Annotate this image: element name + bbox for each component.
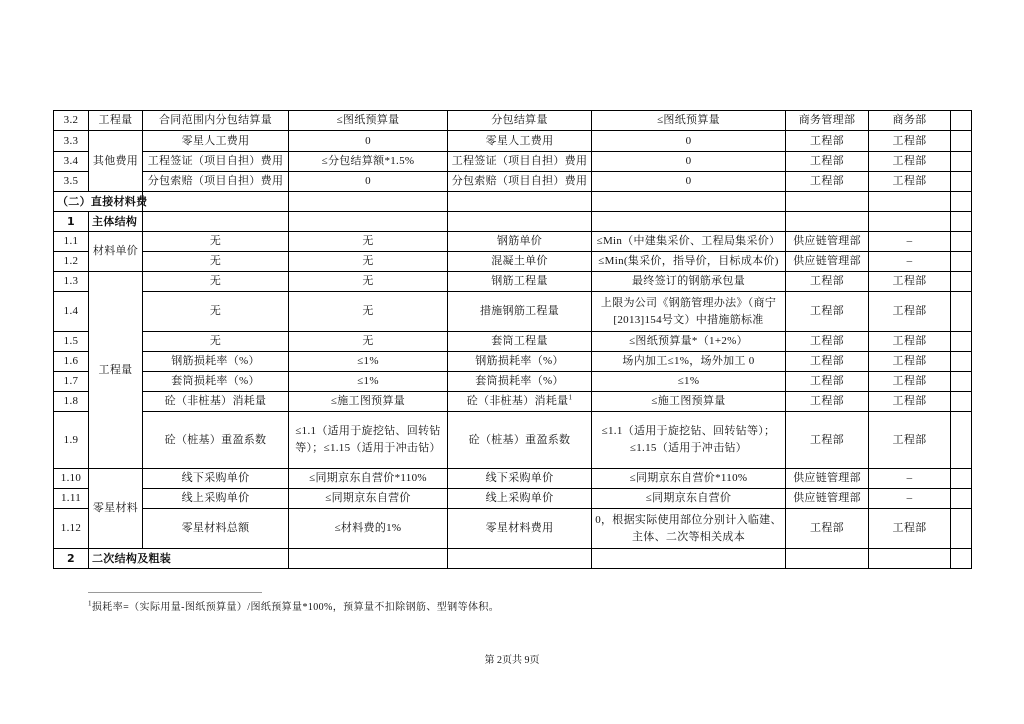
blank-cell [289,212,448,232]
row-number: 1.2 [54,252,89,272]
table-row [54,509,972,549]
limit-cell: ≤施工图预算量 [289,392,448,412]
item-cell: 无 [143,292,289,332]
item2-cell: 分包结算量 [448,111,592,131]
limit2-cell: 0 [592,152,786,172]
subsection-row [54,212,972,232]
limit-cell: ≤材料费的1% [289,509,448,549]
item-cell: 分包索赔（项目自担）费用 [143,172,289,192]
item2-cell: 线下采购单价 [448,469,592,489]
dept2-cell: 工程部 [869,272,951,292]
limit-cell: 0 [289,172,448,192]
dept2-cell: 商务部 [869,111,951,131]
subsection-number: 2 [54,549,89,569]
blank-cell [951,392,972,412]
row-number: 1.5 [54,332,89,352]
subsection-row [54,549,972,569]
table-row [54,392,972,412]
blank-cell [592,549,786,569]
item2-cell: 措施钢筋工程量 [448,292,592,332]
row-number: 3.3 [54,131,89,152]
row-number: 3.2 [54,111,89,131]
item2-cell: 线上采购单价 [448,489,592,509]
limit2-cell: 上限为公司《钢筋管理办法》（商宁[2013]154号文）中措施筋标准 [592,292,786,332]
dept-cell: 供应链管理部 [786,469,869,489]
section-row [54,192,972,212]
category-cell: 材料单价 [89,232,143,272]
dept-cell: 工程部 [786,172,869,192]
blank-cell [448,212,592,232]
dept2-cell: 工程部 [869,172,951,192]
dept-cell: 工程部 [786,152,869,172]
row-number: 3.5 [54,172,89,192]
table-row [54,272,972,292]
subsection-title: 二次结构及粗装 [89,549,289,569]
row-number: 1.3 [54,272,89,292]
blank-cell [951,372,972,392]
dept-cell: 工程部 [786,272,869,292]
limit-cell: 0 [289,131,448,152]
table-row [54,131,972,152]
blank-cell [592,212,786,232]
limit-cell: ≤1% [289,372,448,392]
blank-cell [951,272,972,292]
limit2-cell: 0 [592,172,786,192]
limit2-cell: ≤Min(集采价，指导价，目标成本价) [592,252,786,272]
item2-cell: 零星人工费用 [448,131,592,152]
table-row [54,292,972,332]
item-cell: 合同范围内分包结算量 [143,111,289,131]
item-cell: 工程签证（项目自担）费用 [143,152,289,172]
limit2-cell: ≤Min（中建集采价、工程局集采价） [592,232,786,252]
table-row [54,172,972,192]
category-cell: 其他费用 [89,131,143,192]
blank-cell [869,549,951,569]
item2-cell: 钢筋单价 [448,232,592,252]
row-number: 1.8 [54,392,89,412]
limit2-cell: ≤同期京东自营价 [592,489,786,509]
table-row [54,152,972,172]
row-number: 1.11 [54,489,89,509]
item-cell: 线下采购单价 [143,469,289,489]
limit-cell: 无 [289,292,448,332]
item2-text: 砼（非桩基）消耗量 [466,395,569,407]
blank-cell [786,212,869,232]
category-cell: 工程量 [89,272,143,469]
blank-cell [951,252,972,272]
item-cell: 无 [143,272,289,292]
page-footer: 第 2页共 9页 [484,655,540,666]
blank-cell [786,192,869,212]
item-cell: 零星人工费用 [143,131,289,152]
item-cell: 零星材料总额 [143,509,289,549]
blank-cell [951,111,972,131]
blank-cell [951,352,972,372]
limit-cell: ≤1.1（适用于旋挖钻、回转钻等）；≤1.15（适用于冲击钻） [289,412,448,469]
table-row [54,332,972,352]
table-row [54,232,972,252]
blank-cell [592,192,786,212]
dept2-cell: 工程部 [869,332,951,352]
item2-cell: 砼（桩基）重盈系数 [448,412,592,469]
dept-cell: 工程部 [786,332,869,352]
blank-cell [143,212,289,232]
blank-cell [951,549,972,569]
limit-cell: ≤同期京东自营价 [289,489,448,509]
table-row [54,252,972,272]
subsection-title: 主体结构 [89,212,143,232]
dept-cell: 供应链管理部 [786,252,869,272]
table-row [54,489,972,509]
blank-cell [951,232,972,252]
blank-cell [951,152,972,172]
limit2-cell: 最终签订的钢筋承包量 [592,272,786,292]
dept2-cell: – [869,232,951,252]
row-number: 3.4 [54,152,89,172]
dept-cell: 商务管理部 [786,111,869,131]
category-cell: 工程量 [89,111,143,131]
blank-cell [951,292,972,332]
item-cell: 砼（非桩基）消耗量 [143,392,289,412]
blank-cell [951,131,972,152]
blank-cell [786,549,869,569]
dept-cell: 工程部 [786,131,869,152]
item-cell: 线上采购单价 [143,489,289,509]
item-cell: 无 [143,332,289,352]
item-cell: 套筒损耗率（%） [143,372,289,392]
dept2-cell: 工程部 [869,372,951,392]
limit2-cell: ≤图纸预算量*（1+2%） [592,332,786,352]
row-number: 1.6 [54,352,89,372]
footnote-text: 损耗率=（实际用量-图纸预算量）/图纸预算量*100%，预算量不扣除钢筋、型钢等体积。 [91,602,500,613]
dept2-cell: – [869,469,951,489]
item2-cell: 混凝土单价 [448,252,592,272]
table-row [54,352,972,372]
footnote-mark: 1 [88,599,92,608]
blank-cell [869,212,951,232]
category-cell: 零星材料 [89,469,143,549]
item-cell: 砼（桩基）重盈系数 [143,412,289,469]
blank-cell [951,489,972,509]
dept2-cell: 工程部 [869,392,951,412]
table-row [54,372,972,392]
blank-cell [951,469,972,489]
row-number: 1.10 [54,469,89,489]
item2-cell: 工程签证（项目自担）费用 [448,152,592,172]
section-heading: （二）直接材料费 [54,192,143,212]
table-row [54,469,972,489]
dept-cell: 工程部 [786,352,869,372]
dept-cell: 工程部 [786,509,869,549]
dept-cell: 供应链管理部 [786,489,869,509]
limit-cell: ≤同期京东自营价*110% [289,469,448,489]
dept2-cell: 工程部 [869,292,951,332]
item2-cell: 零星材料费用 [448,509,592,549]
row-number: 1.7 [54,372,89,392]
row-number: 1.4 [54,292,89,332]
blank-cell [951,509,972,549]
blank-cell [869,192,951,212]
item2-cell: 套筒损耗率（%） [448,372,592,392]
blank-cell [951,192,972,212]
item2-cell: 钢筋工程量 [448,272,592,292]
cost-control-table [53,110,972,569]
blank-cell [448,549,592,569]
blank-cell [289,192,448,212]
limit2-cell: ≤施工图预算量 [592,392,786,412]
blank-cell [143,192,289,212]
limit2-cell: 0，根据实际使用部位分别计入临建、主体、二次等相关成本 [592,509,786,549]
blank-cell [289,549,448,569]
dept2-cell: – [869,489,951,509]
limit-cell: 无 [289,252,448,272]
item-cell: 钢筋损耗率（%） [143,352,289,372]
blank-cell [951,412,972,469]
limit-cell: 无 [289,232,448,252]
limit-cell: 无 [289,272,448,292]
dept-cell: 工程部 [786,372,869,392]
row-number: 1.12 [54,509,89,549]
blank-cell [951,332,972,352]
limit2-cell: ≤同期京东自营价*110% [592,469,786,489]
dept2-cell: 工程部 [869,152,951,172]
limit-cell: ≤分包结算额*1.5% [289,152,448,172]
dept2-cell: – [869,252,951,272]
dept-cell: 供应链管理部 [786,232,869,252]
limit2-cell: 0 [592,131,786,152]
dept-cell: 工程部 [786,412,869,469]
item-cell: 无 [143,252,289,272]
dept2-cell: 工程部 [869,131,951,152]
footnote-separator [88,592,262,593]
dept-cell: 工程部 [786,392,869,412]
limit-cell: 无 [289,332,448,352]
limit2-cell: 场内加工≤1%，场外加工 0 [592,352,786,372]
limit2-cell: ≤1% [592,372,786,392]
limit-cell: ≤图纸预算量 [289,111,448,131]
footnote [88,598,499,613]
item2-cell: 钢筋损耗率（%） [448,352,592,372]
table-row [54,111,972,131]
footnote-ref: 1 [568,393,573,402]
item2-cell: 套筒工程量 [448,332,592,352]
item-cell: 无 [143,232,289,252]
dept2-cell: 工程部 [869,509,951,549]
row-number: 1.1 [54,232,89,252]
item2-cell: 分包索赔（项目自担）费用 [448,172,592,192]
blank-cell [448,192,592,212]
row-number: 1.9 [54,412,89,469]
dept-cell: 工程部 [786,292,869,332]
dept2-cell: 工程部 [869,412,951,469]
limit2-cell: ≤1.1（适用于旋挖钻、回转钻等）；≤1.15（适用于冲击钻） [592,412,786,469]
table-row [54,412,972,469]
dept2-cell: 工程部 [869,352,951,372]
subsection-number: 1 [54,212,89,232]
limit2-cell: ≤图纸预算量 [592,111,786,131]
item2-cell [448,392,592,412]
blank-cell [951,172,972,192]
blank-cell [951,212,972,232]
limit-cell: ≤1% [289,352,448,372]
